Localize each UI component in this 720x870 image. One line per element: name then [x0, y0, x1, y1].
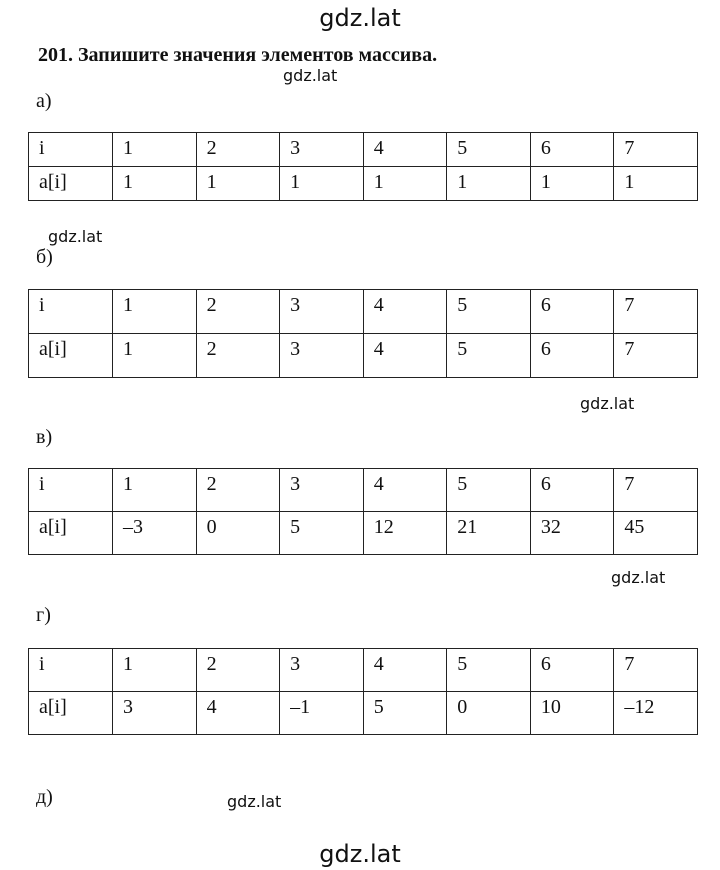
- table-cell: 7: [614, 649, 698, 692]
- table-cell: 4: [363, 649, 447, 692]
- table-cell: 32: [530, 512, 614, 555]
- table-cell: 1: [113, 334, 197, 378]
- array-table-a: [28, 132, 698, 201]
- table-cell: 1: [280, 167, 364, 201]
- table-cell: 3: [113, 692, 197, 735]
- table-row-values: [29, 334, 698, 378]
- watermark-inline: gdz.lat: [48, 227, 103, 246]
- row-header-index: i: [29, 133, 113, 167]
- watermark-top: gdz.lat: [319, 4, 401, 32]
- table-cell: 2: [196, 334, 280, 378]
- table-cell: 21: [447, 512, 531, 555]
- table-cell: 3: [280, 290, 364, 334]
- table-cell: 1: [113, 167, 197, 201]
- table-cell: 7: [614, 334, 698, 378]
- table-cell: –12: [614, 692, 698, 735]
- table-cell: 5: [447, 334, 531, 378]
- row-header-value: a[i]: [29, 692, 113, 735]
- table-cell: 1: [113, 469, 197, 512]
- table-row-values: [29, 692, 698, 735]
- watermark-inline: gdz.lat: [227, 792, 282, 811]
- array-table-b: [28, 289, 698, 378]
- table-cell: 4: [196, 692, 280, 735]
- table-cell: 5: [280, 512, 364, 555]
- section-label-v: в): [36, 426, 53, 448]
- table-cell: 4: [363, 469, 447, 512]
- watermark-inline: gdz.lat: [611, 568, 666, 587]
- array-table-g: [28, 648, 698, 735]
- table-cell: 5: [447, 133, 531, 167]
- table-cell: 2: [196, 133, 280, 167]
- section-label-g: г): [36, 604, 51, 626]
- watermark-bottom: gdz.lat: [319, 840, 401, 868]
- table-cell: 2: [196, 649, 280, 692]
- table-row-index: [29, 469, 698, 512]
- table-cell: 2: [196, 290, 280, 334]
- table-cell: 4: [363, 133, 447, 167]
- table-cell: 7: [614, 133, 698, 167]
- table-cell: 10: [530, 692, 614, 735]
- task-title: 201. Запишите значения элементов массива.: [38, 44, 438, 66]
- table-cell: 1: [447, 167, 531, 201]
- watermark-inline: gdz.lat: [580, 394, 635, 413]
- table-cell: 1: [363, 167, 447, 201]
- table-cell: 1: [113, 133, 197, 167]
- table-cell: 0: [196, 512, 280, 555]
- row-header-value: a[i]: [29, 512, 113, 555]
- section-label-a: а): [36, 90, 52, 112]
- table-cell: 1: [530, 167, 614, 201]
- table-cell: 5: [447, 290, 531, 334]
- table-cell: 45: [614, 512, 698, 555]
- table-cell: 1: [614, 167, 698, 201]
- section-label-b: б): [36, 246, 53, 268]
- section-label-d: д): [36, 786, 53, 808]
- table-cell: 6: [530, 133, 614, 167]
- table-cell: –3: [113, 512, 197, 555]
- table-cell: 0: [447, 692, 531, 735]
- row-header-value: a[i]: [29, 167, 113, 201]
- row-header-index: i: [29, 649, 113, 692]
- table-cell: 3: [280, 649, 364, 692]
- table-cell: 12: [363, 512, 447, 555]
- table-cell: 3: [280, 469, 364, 512]
- table-row-values: [29, 167, 698, 201]
- table-cell: 6: [530, 290, 614, 334]
- table-row-index: [29, 133, 698, 167]
- table-row-index: [29, 649, 698, 692]
- table-cell: 1: [113, 649, 197, 692]
- array-table-v: [28, 468, 698, 555]
- table-cell: 1: [196, 167, 280, 201]
- table-cell: 1: [113, 290, 197, 334]
- table-cell: 6: [530, 469, 614, 512]
- table-cell: 4: [363, 334, 447, 378]
- table-cell: 6: [530, 334, 614, 378]
- table-cell: 2: [196, 469, 280, 512]
- table-cell: 3: [280, 133, 364, 167]
- table-cell: 5: [447, 469, 531, 512]
- table-cell: 3: [280, 334, 364, 378]
- table-row-index: [29, 290, 698, 334]
- row-header-index: i: [29, 469, 113, 512]
- row-header-value: a[i]: [29, 334, 113, 378]
- table-cell: 6: [530, 649, 614, 692]
- table-row-values: [29, 512, 698, 555]
- watermark-inline: gdz.lat: [283, 66, 338, 85]
- table-cell: 5: [447, 649, 531, 692]
- row-header-index: i: [29, 290, 113, 334]
- table-cell: 7: [614, 469, 698, 512]
- table-cell: –1: [280, 692, 364, 735]
- table-cell: 7: [614, 290, 698, 334]
- table-cell: 4: [363, 290, 447, 334]
- table-cell: 5: [363, 692, 447, 735]
